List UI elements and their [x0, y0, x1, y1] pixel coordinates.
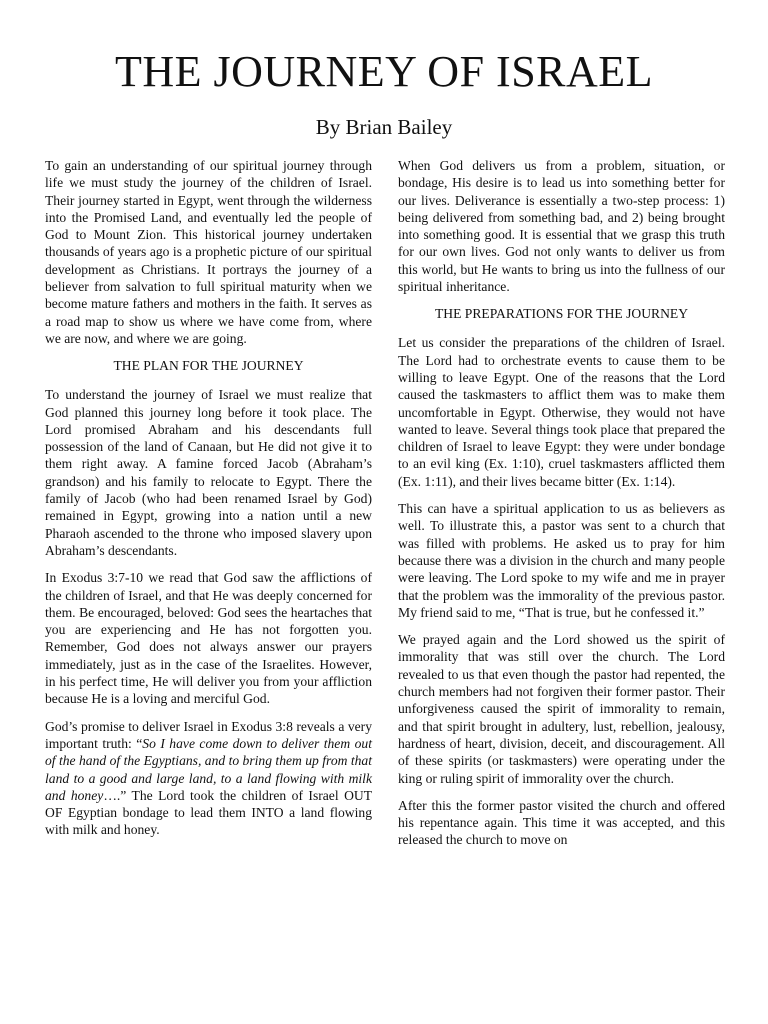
left-column — [45, 157, 372, 849]
quote-follow-up: ….” The Lord took the children of Israel OUT OF Egyptian bondage to lead them INTO a land flowing with milk and honey. — [45, 787, 373, 838]
section-heading-plan: THE PLAN FOR THE JOURNEY — [113, 358, 304, 374]
section-heading-preparations: THE PREPARATIONS FOR THE JOURNEY — [434, 306, 689, 322]
paragraph: In Exodus 3:7-10 we read that God saw the afflictions of the children of Israel, and that He was deeply concerned for them. Be encouraged, beloved: God sees the heartaches that you are experiencing and He has not forgotten you. Remember, God does not always answer our prayers immediately, just as in the case of the Israelites. However, in his perfect time, He will deliver you from your affliction because He is a loving and merciful God. — [45, 570, 372, 707]
paragraph-with-quote — [45, 718, 372, 839]
paragraph: This can have a spiritual application to us as believers as well. To illustrate this, a pastor was sent to a church that was filled with problems. He asked us to pray for him because there was a division in the church and many people were leaving. The Lord spoke to my wife and me in prayer that the problem was the immorality of the previous pastor. My friend said to me, “That is true, but he confessed it.” — [398, 501, 725, 620]
scripture-quote: So I have come down to deliver them out of the hand of the Egyptians, and to bring them up from that land to a good and large land, to a land flowing with milk and honey — [45, 735, 372, 803]
quote-lead-in: God’s promise to deliver Israel in Exodus 3:8 reveals a very important truth: “ — [45, 718, 372, 751]
paragraph: After this the former pastor visited the church and offered his repentance again. This time it was accepted, and this released the church to move on — [398, 797, 725, 848]
right-column — [398, 157, 725, 859]
paragraph: Let us consider the preparations of the children of Israel. The Lord had to orchestrate events to cause them to be willing to leave Egypt. One of the reasons that the Lord caused the taskmasters to afflict them was to make them uncomfortable in Egypt. Otherwise, they would not have wanted to leave. Several things took place that prepared the children of Israel to leave Egypt: they were under bondage to an evil king (Ex. 1:10), cruel taskmasters afflicted them (Ex. 1:11), and their lives became bitter (Ex. 1:14). — [398, 335, 725, 489]
document-title: THE JOURNEY OF ISRAEL — [114, 47, 654, 96]
paragraph: We prayed again and the Lord showed us the spirit of immorality that was still over the church. The Lord revealed to us that even though the pastor had repented, the church members had not forgiven their former pastor. Their unforgiveness caused the spirit of immorality to remain, and that spirit brought in adultery, lust, rebellion, jealousy, hardness of heart, division, deceit, and discouragement. All of these spirits (or taskmasters) were operating under the king or ruling spirit of immorality over the church. — [398, 632, 725, 786]
paragraph: To understand the journey of Israel we must realize that God planned this journey long before it took place. The Lord promised Abraham and his descendants full possession of the land of Canaan, but He did not give it to them right away. A famine forced Jacob (Abraham’s grandson) and his family to relocate to Egypt. There the family of Jacob (who had been renamed Israel by God) remained in Egypt, growing into a nation until a new Pharaoh ascended to the throne who imposed slavery upon Abraham’s descendants. — [45, 387, 372, 558]
paragraph: To gain an understanding of our spiritual journey through life we must study the journey of the children of Israel. Their journey started in Egypt, went through the wilderness into the Promised Land, and eventually led the people of God to Mount Zion. This historical journey undertaken thousands of years ago is a prophetic picture of our spiritual development as Christians. It portrays the journey of a believer from salvation to full spiritual maturity when we become mature fathers and mothers in the faith. It serves as a road map to show us where we have come from, where we are now, and where we are going. — [45, 158, 372, 346]
paragraph: When God delivers us from a problem, situation, or bondage, His desire is to lead us into something better for our lives. Deliverance is essentially a two-step process: 1) being delivered from something bad, and 2) being brought into something good. It is essential that we grasp this truth for our own lives. God not only wants to deliver us from this world, but He wants to bring us into the fullness of our spiritual inheritance. — [398, 158, 725, 295]
author-byline: By Brian Bailey — [315, 115, 453, 139]
